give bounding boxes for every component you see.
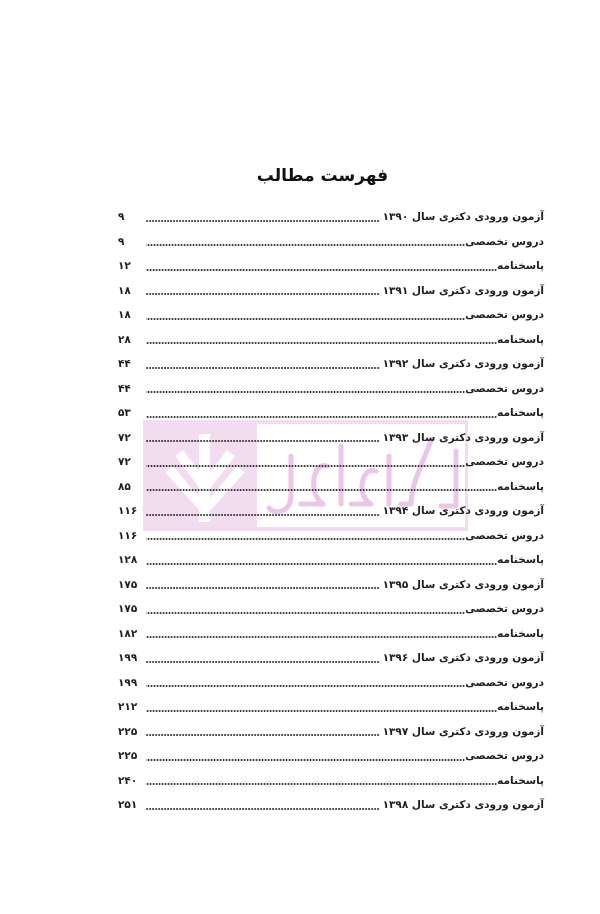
toc-entry-1398-exam[interactable] bbox=[118, 793, 544, 818]
toc-entry-label: آزمون ورودی دکتری سال ۱۳۹۳ bbox=[382, 431, 544, 444]
toc-entry-label: دروس تخصصی bbox=[465, 382, 544, 395]
dot-leader bbox=[146, 244, 465, 246]
toc-page-number: ۸۵ bbox=[118, 480, 131, 493]
toc-page-number: ۵۳ bbox=[118, 407, 131, 419]
dot-leader bbox=[146, 416, 497, 418]
dot-leader bbox=[146, 367, 380, 369]
dot-leader bbox=[146, 465, 465, 467]
toc-page-number: ۱۹۹ bbox=[118, 652, 138, 664]
toc-page-number: ۱۱۶ bbox=[118, 505, 138, 517]
toc-page-number: ۹ bbox=[118, 211, 125, 223]
toc-page-number: ۱۹۹ bbox=[118, 676, 138, 689]
dot-leader bbox=[146, 685, 465, 687]
toc-entry-label: پاسخنامه bbox=[497, 407, 544, 419]
toc-page-number: ۱۲ bbox=[118, 260, 131, 272]
toc-entry-label: آزمون ورودی دکتری سال ۱۳۹۵ bbox=[382, 578, 544, 591]
toc-entry-1390-courses[interactable] bbox=[118, 230, 544, 255]
dot-leader bbox=[146, 661, 380, 663]
toc-entry-label: پاسخنامه bbox=[497, 554, 544, 566]
toc-entry-1397-exam[interactable] bbox=[118, 720, 544, 745]
dot-leader bbox=[146, 759, 465, 761]
toc-entry-label: آزمون ورودی دکتری سال ۱۳۹۸ bbox=[382, 799, 544, 811]
dot-leader bbox=[146, 220, 380, 222]
toc-entry-label: دروس تخصصی bbox=[465, 309, 544, 321]
toc-entry-1392-exam[interactable] bbox=[118, 352, 544, 377]
dot-leader bbox=[146, 612, 465, 614]
dot-leader bbox=[146, 563, 497, 565]
toc-entry-1397-answers[interactable] bbox=[118, 769, 544, 794]
toc-entry-label: پاسخنامه bbox=[497, 774, 544, 787]
toc-entry-1396-courses[interactable] bbox=[118, 671, 544, 696]
toc-entry-label: دروس تخصصی bbox=[465, 456, 544, 468]
toc-page-number: ۹ bbox=[118, 235, 125, 248]
page-title: فهرست مطالب bbox=[256, 166, 389, 186]
toc-entry-1391-courses[interactable] bbox=[118, 303, 544, 328]
toc-page-number: ۱۷۵ bbox=[118, 603, 138, 615]
toc-entry-1393-courses[interactable] bbox=[118, 450, 544, 475]
toc-entry-1390-answers[interactable] bbox=[118, 254, 544, 279]
toc-page-number: ۱۲۸ bbox=[118, 554, 138, 566]
toc-entry-label: پاسخنامه bbox=[497, 701, 544, 713]
toc-page-number: ۱۱۶ bbox=[118, 529, 138, 542]
dot-leader bbox=[146, 269, 497, 271]
dot-leader bbox=[146, 318, 465, 320]
toc-entry-1397-courses[interactable] bbox=[118, 744, 544, 769]
toc-page-number: ۲۵۱ bbox=[118, 799, 138, 811]
toc-page-number: ۲۲۵ bbox=[118, 725, 138, 738]
toc-entry-label: پاسخنامه bbox=[497, 627, 544, 640]
dot-leader bbox=[146, 587, 380, 589]
toc-entry-label: پاسخنامه bbox=[497, 480, 544, 493]
toc-entry-1391-answers[interactable] bbox=[118, 328, 544, 353]
toc-entry-1395-courses[interactable] bbox=[118, 597, 544, 622]
toc-entry-label: آزمون ورودی دکتری سال ۱۳۹۶ bbox=[382, 652, 544, 664]
dot-leader bbox=[146, 293, 380, 295]
dot-leader bbox=[146, 734, 380, 736]
toc-page-number: ۲۲۵ bbox=[118, 750, 138, 762]
toc-entry-1390-exam[interactable] bbox=[118, 205, 544, 230]
toc-entry-1394-answers[interactable] bbox=[118, 548, 544, 573]
toc-entry-1391-exam[interactable] bbox=[118, 279, 544, 304]
toc-entry-label: دروس تخصصی bbox=[465, 529, 544, 542]
dot-leader bbox=[146, 636, 497, 638]
toc-page-number: ۲۴۰ bbox=[118, 774, 138, 787]
toc-entry-label: پاسخنامه bbox=[497, 333, 544, 346]
dot-leader bbox=[146, 391, 465, 393]
toc-entry-1394-courses[interactable] bbox=[118, 524, 544, 549]
dot-leader bbox=[146, 538, 465, 540]
dot-leader bbox=[146, 342, 497, 344]
toc-entry-1393-answers[interactable] bbox=[118, 475, 544, 500]
toc-entry-1395-exam[interactable] bbox=[118, 573, 544, 598]
dot-leader bbox=[146, 710, 497, 712]
table-of-contents bbox=[118, 205, 544, 818]
toc-page-number: ۱۸۲ bbox=[118, 627, 138, 640]
dot-leader bbox=[146, 440, 380, 442]
toc-page-number: ۴۴ bbox=[118, 382, 131, 395]
toc-entry-1392-courses[interactable] bbox=[118, 377, 544, 402]
toc-entry-1396-answers[interactable] bbox=[118, 695, 544, 720]
dot-leader bbox=[146, 514, 380, 516]
toc-entry-1393-exam[interactable] bbox=[118, 426, 544, 451]
toc-entry-1394-exam[interactable] bbox=[118, 499, 544, 524]
toc-page-number: ۱۸ bbox=[118, 309, 131, 321]
dot-leader bbox=[146, 489, 497, 491]
dot-leader bbox=[146, 808, 380, 810]
toc-entry-label: پاسخنامه bbox=[497, 260, 544, 272]
toc-entry-1396-exam[interactable] bbox=[118, 646, 544, 671]
toc-entry-label: دروس تخصصی bbox=[465, 235, 544, 248]
toc-page-number: ۲۱۲ bbox=[118, 701, 138, 713]
toc-entry-label: دروس تخصصی bbox=[465, 750, 544, 762]
toc-page-number: ۱۷۵ bbox=[118, 578, 138, 591]
toc-entry-label: آزمون ورودی دکتری سال ۱۳۹۷ bbox=[382, 725, 544, 738]
toc-entry-1392-answers[interactable] bbox=[118, 401, 544, 426]
toc-entry-label: آزمون ورودی دکتری سال ۱۳۹۰ bbox=[382, 211, 544, 223]
toc-page-number: ۴۴ bbox=[118, 358, 131, 370]
toc-page-number: ۲۸ bbox=[118, 333, 131, 346]
dot-leader bbox=[146, 783, 497, 785]
toc-entry-label: آزمون ورودی دکتری سال ۱۳۹۴ bbox=[382, 505, 544, 517]
toc-page-number: ۷۲ bbox=[118, 456, 131, 468]
toc-entry-1395-answers[interactable] bbox=[118, 622, 544, 647]
toc-page-number: ۱۸ bbox=[118, 284, 131, 297]
toc-entry-label: آزمون ورودی دکتری سال ۱۳۹۲ bbox=[382, 358, 544, 370]
toc-entry-label: دروس تخصصی bbox=[465, 676, 544, 689]
toc-page-number: ۷۲ bbox=[118, 431, 131, 444]
toc-entry-label: دروس تخصصی bbox=[465, 603, 544, 615]
toc-entry-label: آزمون ورودی دکتری سال ۱۳۹۱ bbox=[382, 284, 544, 297]
